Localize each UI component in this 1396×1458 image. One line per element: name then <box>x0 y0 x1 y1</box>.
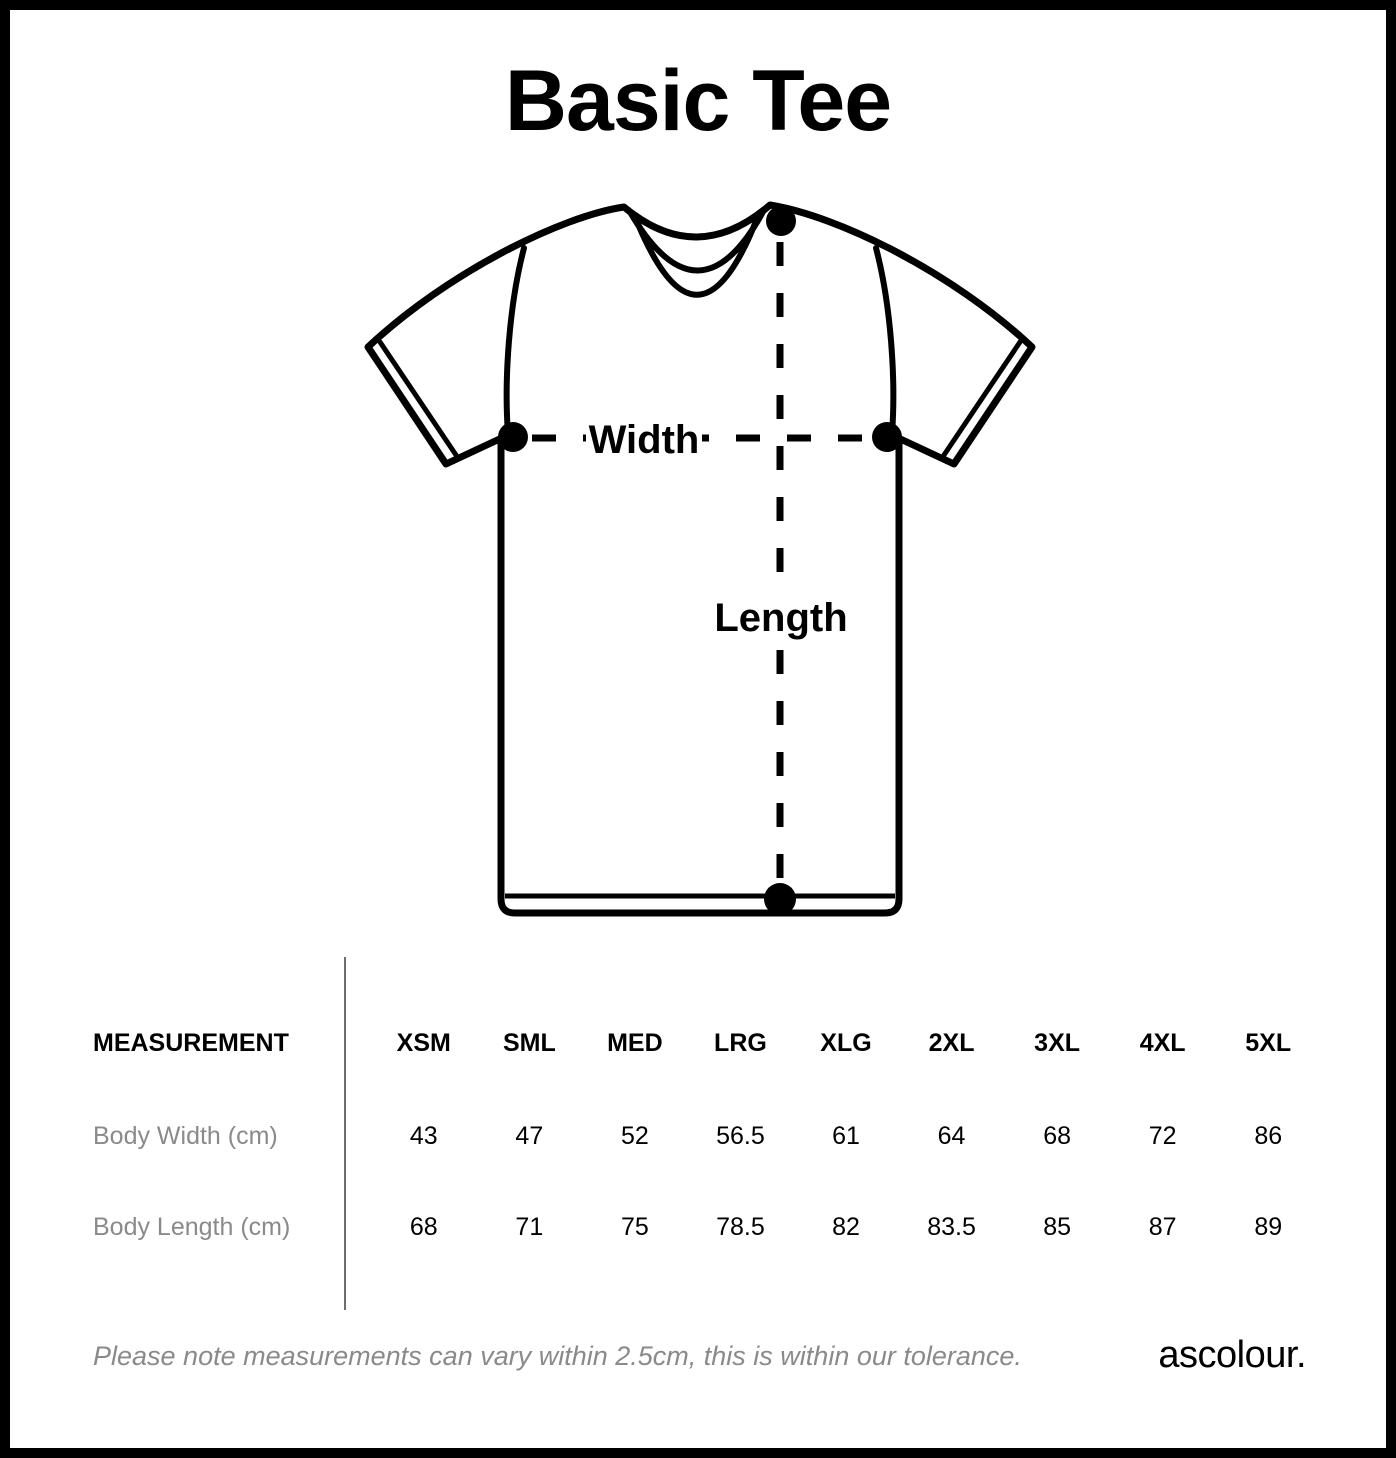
table-header-row <box>93 1028 1321 1058</box>
header-size-sml: SML <box>502 1029 556 1057</box>
body-length-sml: 71 <box>515 1213 544 1241</box>
right-underarm-dot <box>872 422 902 452</box>
body-width-sml: 47 <box>515 1122 544 1150</box>
length-label: Length <box>714 596 848 640</box>
row-label: Body Length (cm) <box>93 1213 291 1241</box>
table-row-body-length <box>93 1212 1321 1242</box>
body-width-xsm: 43 <box>409 1122 438 1150</box>
header-size-xsm: XSM <box>396 1029 451 1057</box>
body-length-3xl: 85 <box>1043 1213 1071 1241</box>
header-size-lrg: LRG <box>714 1029 767 1057</box>
body-width-5xl: 86 <box>1254 1122 1283 1150</box>
body-length-xlg: 82 <box>832 1213 860 1241</box>
tshirt-measurement-diagram <box>340 180 1060 940</box>
body-length-xsm: 68 <box>409 1213 438 1241</box>
header-measurement: MEASUREMENT <box>93 1029 289 1057</box>
body-length-5xl: 89 <box>1254 1213 1283 1241</box>
body-length-med: 75 <box>620 1213 649 1241</box>
table-row-body-width <box>93 1121 1321 1151</box>
header-size-xlg: XLG <box>820 1029 872 1057</box>
page-title: Basic Tee <box>504 53 892 149</box>
header-size-2xl: 2XL <box>928 1029 975 1057</box>
brand-logo: ascolour. <box>1158 1334 1306 1376</box>
neck-point-dot <box>766 206 796 236</box>
row-label: Body Width (cm) <box>93 1122 278 1150</box>
body-width-3xl: 68 <box>1043 1122 1071 1150</box>
header-size-3xl: 3XL <box>1034 1029 1081 1057</box>
body-length-2xl: 83.5 <box>927 1213 976 1241</box>
left-underarm-dot <box>498 422 528 452</box>
body-width-med: 52 <box>620 1122 649 1150</box>
header-size-med: MED <box>607 1029 663 1057</box>
hem-point-dot <box>764 883 796 915</box>
body-width-2xl: 64 <box>937 1122 966 1150</box>
body-width-lrg: 56.5 <box>716 1122 765 1150</box>
body-width-4xl: 72 <box>1148 1122 1177 1150</box>
tshirt-outline <box>368 205 1032 913</box>
body-width-xlg: 61 <box>832 1122 860 1150</box>
header-size-5xl: 5XL <box>1245 1029 1292 1057</box>
header-size-4xl: 4XL <box>1139 1029 1186 1057</box>
body-length-lrg: 78.5 <box>716 1213 765 1241</box>
tolerance-note: Please note measurements can vary within 2.5cm, this is within our tolerance. <box>93 1341 1022 1371</box>
body-length-4xl: 87 <box>1148 1213 1177 1241</box>
width-label: Width <box>588 418 700 462</box>
